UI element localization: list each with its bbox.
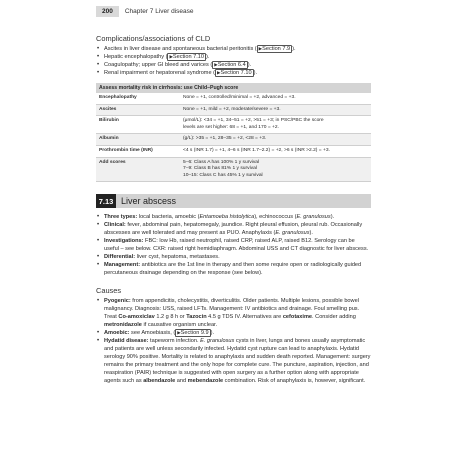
chapter-title: Chapter 7 Liver disease [124,7,194,15]
row-label: Ascites [96,104,180,116]
section-link[interactable]: ▶Section 7.10 [169,54,205,60]
row-label: Add scores [96,157,180,182]
list-item: • Pyogenic: from appendicitis, cholecystitis, diverticulitis. Older patients. Multiple lesions, possible bowel malignancy. Diagnosis: USS, raised LFTs. Management: IV antibiotics and drainage. Foul smelling pus. Treat Co-amoxiclav 1.2 g 8 h or Tazocin 4.5 g TDS IV. Alternatives are cefotaxime. Consider adding metronidazole if causative organism unclear. [96,297,371,329]
row-label: Prothrombin time (INR) [96,145,180,157]
section-number: 7.13 [96,194,116,208]
table-caption: Assess mortality risk in cirrhosis: use Child–Pugh score [96,83,371,93]
arrow-right-icon: ▶ [169,54,173,59]
table-row [96,145,371,157]
table-row [96,93,371,104]
row-value: (μmol/L): <34 = +1, 34–51 = +2, >51 = +3; in PSC/PBC the score levels are set higher: 68 = +1, and 170 = +2. [180,116,371,134]
table-row [96,116,371,134]
section-title: Liver abscess [116,194,371,208]
list-item: • Ascites in liver disease and spontaneous bacterial peritonitis ( ▶Section 7.9 ). [96,45,371,53]
causes-list [96,297,371,385]
list-item: • Clinical: fever, abdominal pain, hepatomegaly, jaundice. Right pleural effusion, pleural rub. Occasionally abscesses are well tolerated and may present as PUO. Anaphylaxis (E. granulosus). [96,221,371,237]
arrow-right-icon: ▶ [258,46,263,51]
table-row [96,157,371,182]
section-link[interactable]: ▶Section 6.4 [214,62,246,68]
row-label: Bilirubin [96,116,180,134]
arrow-right-icon: ▶ [214,62,218,67]
list-item: • Three types: local bacteria, amoebic (Entamoeba histolytica), echinococcus (E. granulosus). [96,213,371,221]
child-pugh-table [96,83,371,182]
section-header [96,194,371,208]
page-number: 200 [96,6,119,17]
table-row [96,104,371,116]
list-item: • Hepatic encephalopathy ( ▶Section 7.10 ). [96,53,371,61]
list-item: • Differential: liver cyst, hepatoma, metastases. [96,253,371,261]
complications-heading: Complications/associations of CLD [96,34,211,43]
list-item: • Investigations: FBC: low Hb, raised neutrophil, raised CRP, raised ALP, raised B12. Serology can be useful – see below. CXR: raised right hemidiaphragm. Abdominal USS and CT diagnostic for liver abscess. [96,237,371,253]
list-item: • Amoebic: see Amoebiasis, ( ▶Section 9.9 ). [96,329,371,337]
row-value: (g/L): >35 = +1, 28–35 = +2, <28 = +3. [180,134,371,146]
section-link[interactable]: ▶Section 7.9 [258,46,291,52]
table-row [96,134,371,146]
arrow-right-icon: ▶ [217,70,221,75]
textbook-page [96,4,371,385]
row-value: None = +1, controlled/minimal = +2, advanced = +3. [180,93,371,104]
row-value: 5–6: Class A has 100% 1 y survival 7–9: Class B has 81% 1 y survival 10–15: Class C has 45% 1 y survival [180,157,371,182]
row-value: <4 s (INR 1.7) = +1, 4–6 s (INR 1.7–2.2) = +2, >6 s (INR >2.2) = +3. [180,145,371,157]
complications-list [96,45,371,77]
liver-abscess-list [96,213,371,277]
list-item: • Renal impairment or hepatorenal syndrome ( ▶Section 7.10 ). [96,69,371,77]
row-label: Albumin [96,134,180,146]
arrow-right-icon: ▶ [177,330,181,336]
section-link[interactable]: ▶Section 7.10 [217,70,252,76]
causes-heading: Causes [96,286,122,296]
list-item: • Coagulopathy; upper GI bleed and varices ( ▶Section 6.4 ). [96,61,371,69]
row-value: None = +1, mild = +2, moderate/severe = +3. [180,104,371,116]
section-link[interactable]: ▶Section 9.9 [177,330,209,337]
list-item: • Hydatid disease: tapeworm infection. E. granulosus cysts in liver, lungs and bones usually asymptomatic and patients are well unless secondarily infected. Hydatid cyst rupture can lead to anaphylaxis. Hydatid serology 90% positive. Mortality is related to anaphylaxis and sudden death reported. Management: surgery remains the primary treatment and the only hope for complete cure. The puncture, aspiration, injection, and reaspiration (PAIR) technique is suggested with open surgery as a further option along with appropriate agents such as albendazole and mebendazole combination. Risk of anaphylaxis is, however, significant. [96,337,371,385]
row-label: Encephalopathy [96,93,180,104]
running-head [96,4,371,18]
list-item: • Management: antibiotics are the 1st line in therapy and then some require open or radiologically guided percutaneous drainage depending on the response (see below). [96,261,371,277]
